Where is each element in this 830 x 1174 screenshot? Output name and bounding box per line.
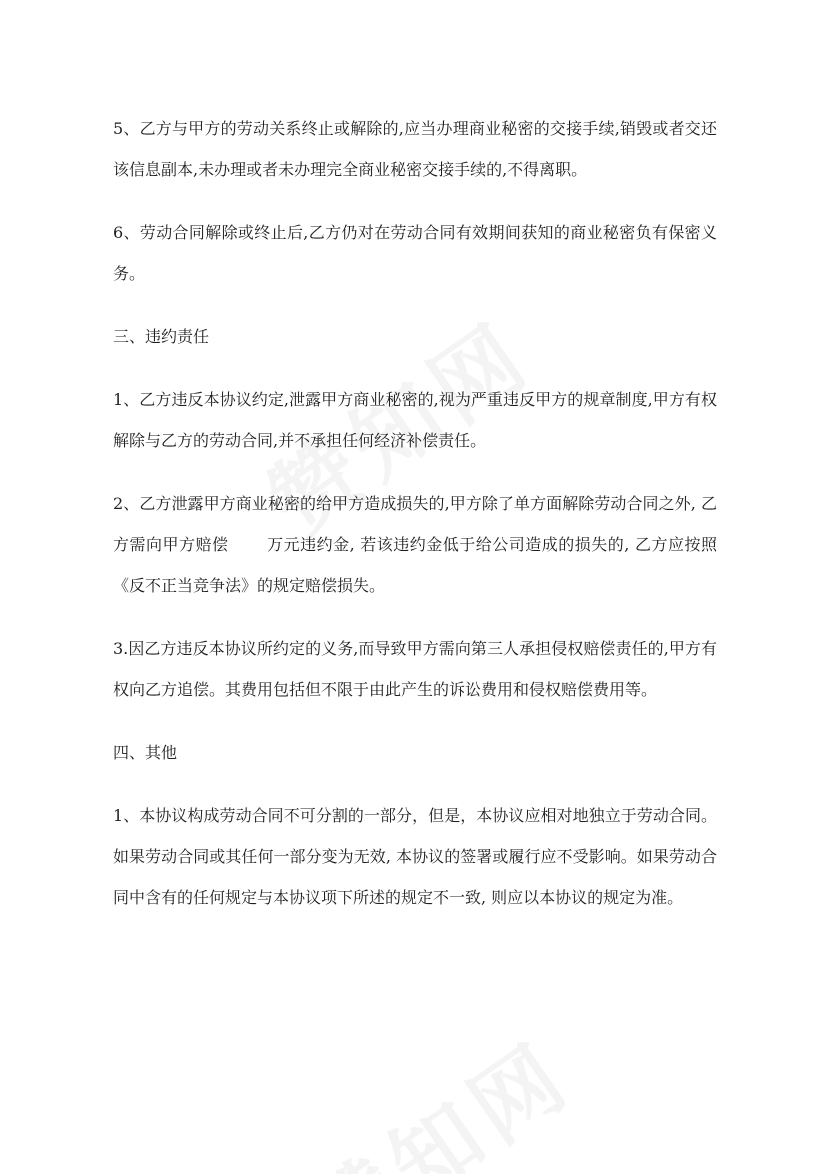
document-body	[113, 108, 717, 918]
watermark	[280, 1007, 593, 1174]
breach-clause-3: 3.因乙方违反本协议所约定的义务,而导致甲方需向第三人承担侵权赔偿责任的,甲方有权向乙方追偿。其费用包括但不限于由此产生的诉讼费用和侵权赔偿费用等。	[113, 639, 717, 699]
clause-5: 5、乙方与甲方的劳动关系终止或解除的,应当办理商业秘密的交接手续,销毁或者交还该信息副本,未办理或者未办理完全商业秘密交接手续的,不得离职。	[113, 119, 717, 179]
breach-clause-2: 2、乙方泄露甲方商业秘密的给甲方造成损失的,甲方除了单方面解除劳动合同之外, 乙方需向甲方赔偿 万元违约金, 若该违约金低于给公司造成的损失的, 乙方应按照《反不正当竞争法》的规定赔偿损失。	[113, 494, 717, 595]
section-heading-breach-liability: 三、违约责任	[113, 327, 210, 346]
breach-clause-1: 1、乙方违反本协议约定,泄露甲方商业秘密的,视为严重违反甲方的规章制度,甲方有权解除与乙方的劳动合同,并不承担任何经济补偿责任。	[113, 390, 717, 450]
other-clause-1: 1、本协议构成劳动合同不可分割的一部分，但是，本协议应相对地独立于劳动合同。如果劳动合同或其任何一部分变为无效, 本协议的签署或履行应不受影响。如果劳动合同中含有的任何规定与本协议项下所述的规定不一致, 则应以本协议的规定为准。	[113, 806, 717, 907]
clause-6: 6、劳动合同解除或终止后,乙方仍对在劳动合同有效期间获知的商业秘密负有保密义务。	[113, 223, 717, 283]
section-heading-other: 四、其他	[113, 743, 178, 762]
